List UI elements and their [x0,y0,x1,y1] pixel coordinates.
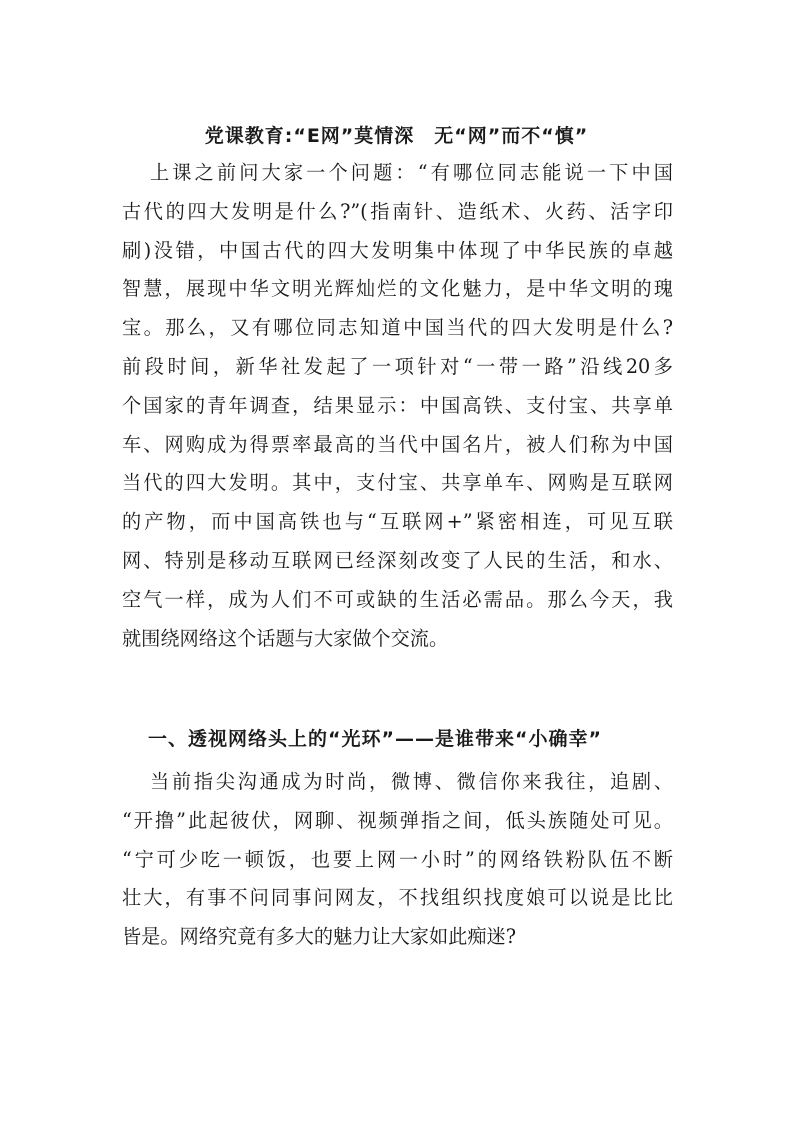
paragraph-line: 智慧，展现中华文明光辉灿烂的文化魅力，是中华文明的瑰 [122,277,673,301]
paragraph-line: 就围绕网络这个话题与大家做个交流。 [122,626,449,650]
paragraph-line: “宁可少吃一顿饭，也要上网一小时”的网络铁粉队伍不断 [122,847,673,871]
paragraph-line: 当前指尖沟通成为时尚，微博、微信你来我往，追剧、 [150,770,673,793]
paragraph-line: 网、特别是移动互联网已经深刻改变了人民的生活，和水、 [122,548,673,572]
section-heading: 一、透视网络头上的“光环”——是谁带来“小确幸” [148,728,602,750]
paragraph-section1 [122,763,673,957]
paragraph-line: 前段时间，新华社发起了一项针对“一带一路”沿线20多 [122,354,673,378]
paragraph-intro [122,154,673,658]
paragraph-line: 车、网购成为得票率最高的当代中国名片，被人们称为中国 [122,432,673,456]
paragraph-line: 皆是。网络究竟有多大的魅力让大家如此痴迷? [122,925,517,949]
paragraph-line: 当代的四大发明。其中，支付宝、共享单车、网购是互联网 [122,471,673,495]
paragraph-line: 宝。那么，又有哪位同志知道中国当代的四大发明是什么? [122,316,673,340]
document-title: 党课教育:“E网”莫情深 无“网”而不“慎” [204,125,589,147]
paragraph-line: 上课之前问大家一个问题：“有哪位同志能说一下中国 [150,161,673,184]
paragraph-line: 刷)没错，中国古代的四大发明集中体现了中华民族的卓越 [122,238,673,262]
paragraph-line: 个国家的青年调查，结果显示：中国高铁、支付宝、共享单 [122,393,673,417]
paragraph-line: 壮大，有事不问同事问网友，不找组织找度娘可以说是比比 [122,886,673,910]
paragraph-line: 古代的四大发明是什么?”(指南针、造纸术、火药、活字印 [122,199,673,223]
paragraph-line: 的产物，而中国高铁也与“互联网+”紧密相连，可见互联 [122,510,673,534]
paragraph-line: 空气一样，成为人们不可或缺的生活必需品。那么今天，我 [122,587,673,611]
paragraph-line: “开撸”此起彼伏，网聊、视频弹指之间，低头族随处可见。 [122,808,673,832]
